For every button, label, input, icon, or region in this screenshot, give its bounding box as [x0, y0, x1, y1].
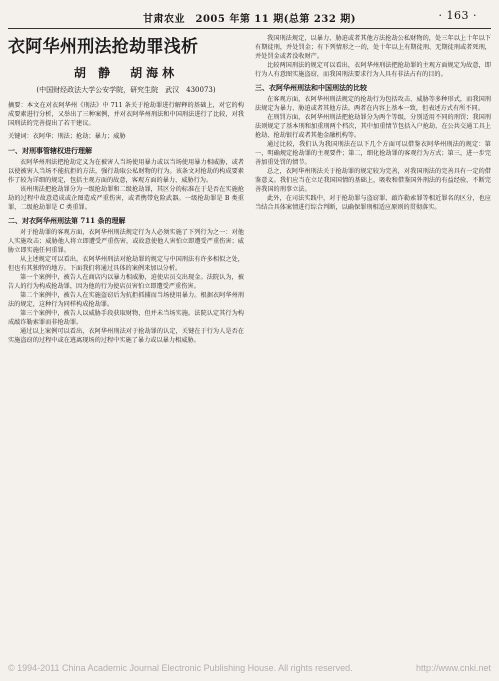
footer-url-link[interactable]: http://www.cnki.net	[415, 663, 491, 673]
body-paragraph: 第三个案例中，被告人以威胁手段获取财物，但并未当场实施。法院认定其行为构成敲诈勒索罪而非抢劫罪。	[8, 310, 244, 326]
body-paragraph: 第一个案例中，被告人在商店内以暴力相威胁，迫使店员交出现金。法院认为，被告人的行为构成抢劫罪，因为他的行为使店员害怕立即遭受严重伤害。	[8, 274, 244, 290]
body-paragraph: 比较两国刑法的规定可以看出，衣阿华州刑法把抢劫罪的主观方面规定为故意，即行为人有意图实施盗窃，而我国刑法要求行为人具有非法占有的目的。	[255, 62, 491, 78]
body-paragraph: 从上述规定可以看出，衣阿华州刑法对抢劫罪的规定与中国刑法有许多相似之处，但也有其独特的地方。下面我们将通过具体的案例来加以分析。	[8, 256, 244, 272]
body-paragraph: 通过以上案例可以看出，衣阿华州刑法对于抢劫罪的认定，关键在于行为人是否在实施盗窃的过程中或在逃离现场的过程中实施了暴力或以暴力相威胁。	[8, 328, 244, 344]
left-column	[8, 34, 244, 654]
section-heading-2: 二、对衣阿华州刑法第 711 条的理解	[8, 216, 126, 225]
copyright-notice: © 1994-2011 China Academic Journal Electronic Publishing House. All rights reserved.	[8, 663, 353, 673]
section-heading-3: 三、衣阿华州刑法和中国刑法的比较	[255, 83, 367, 92]
journal-title: 甘肃农业 2005 年第 11 期(总第 232 期)	[143, 13, 356, 25]
body-paragraph: 第二个案例中，被告人在实施盗窃后为抗拒抓捕而当场使用暴力。根据衣阿华州刑法的规定，这种行为同样构成抢劫罪。	[8, 292, 244, 308]
page-number: · 163 ·	[438, 9, 477, 22]
abstract: 摘要：本文在对衣阿华州《刑法》中 711 条关于抢劫罪进行解释的基础上，对它的构成要素进行分析，又举出了三种案例，并对衣阿华州刑法和中国刑法进行了比较，对我国刑法的完善提出了若干建议。	[8, 102, 244, 127]
article-title: 衣阿华州刑法抢劫罪浅析	[8, 37, 199, 57]
body-paragraph: 衣阿华州刑法把抢劫定义为在被害人当场使用暴力或以当场使用暴力相威胁，或者以使被害人当场不能抗拒的方法，强行劫取公私财物的行为。该条文对抢劫的构成要素作了较为详细的规定，包括主观方面的故意，客观方面的暴力、威胁行为。	[8, 159, 244, 184]
running-header	[10, 8, 489, 26]
body-paragraph: 对于抢劫罪的客观方面，衣阿华州刑法规定行为人必须实施了下列行为之一：对他人实施攻击；威胁他人将立即遭受严重伤害，或故意使他人害怕立即遭受严重伤害；威胁立即实施任何重罪。	[8, 229, 244, 254]
body-paragraph: 在刑罚方面，衣阿华州刑法把抢劫罪分为两个等级，分别适用不同的刑罚；我国刑法则规定了基本刑和加重刑两个档次，其中加重情节包括入户抢劫、在公共交通工具上抢劫、抢劫银行或者其他金融机构等。	[255, 114, 491, 139]
article-authors: 胡 静 胡海林	[73, 66, 179, 80]
right-column	[255, 34, 491, 654]
keywords: 关键词：衣阿华；刑法；抢劫；暴力；威胁	[8, 133, 126, 140]
author-affiliation: (中国财经政法大学公安学院，研究生院 武汉 430073)	[36, 86, 216, 94]
header-divider	[8, 28, 491, 29]
section-heading-1: 一、对刑事管辖权进行理解	[8, 146, 92, 155]
page-footer	[8, 661, 491, 675]
body-paragraph: 总之，衣阿华州刑法关于抢劫罪的规定较为完善，对我国刑法的完善具有一定的借鉴意义。我们应当在立足我国国情的基础上，吸收和借鉴国外刑法的有益经验，不断完善我国的刑事立法。	[255, 168, 491, 193]
body-paragraph: 在客观方面，衣阿华州刑法规定的抢劫行为包括攻击、威胁等多种形式，而我国刑法规定为暴力、胁迫或者其他方法。两者在内容上基本一致，但表述方式有所不同。	[255, 96, 491, 112]
body-paragraph: 我国刑法规定，以暴力、胁迫或者其他方法抢劫公私财物的，处三年以上十年以下有期徒刑，并处罚金；有下列情形之一的，处十年以上有期徒刑、无期徒刑或者死刑，并处罚金或者没收财产。	[255, 35, 491, 60]
body-paragraph: 此外，在司法实践中，对于抢劫罪与盗窃罪、敲诈勒索罪等相近罪名的区分，也应当结合具体案情进行综合判断，以确保罪刑相适应原则的贯彻落实。	[255, 195, 491, 211]
body-paragraph: 通过比较，我们认为我国刑法在以下几个方面可以借鉴衣阿华州刑法的规定：第一，明确规定抢劫罪的主观要件；第二，细化抢劫罪的客观行为方式；第三，进一步完善加重处罚的情节。	[255, 141, 491, 166]
body-paragraph: 该州刑法把抢劫罪分为一级抢劫罪和二级抢劫罪，其区分的标准在于是否在实施抢劫的过程中故意造成或企图造成严重伤害，或者携带危险武器。一级抢劫罪是 B 类重罪，二级抢劫罪是 C 类重罪。	[8, 186, 244, 211]
